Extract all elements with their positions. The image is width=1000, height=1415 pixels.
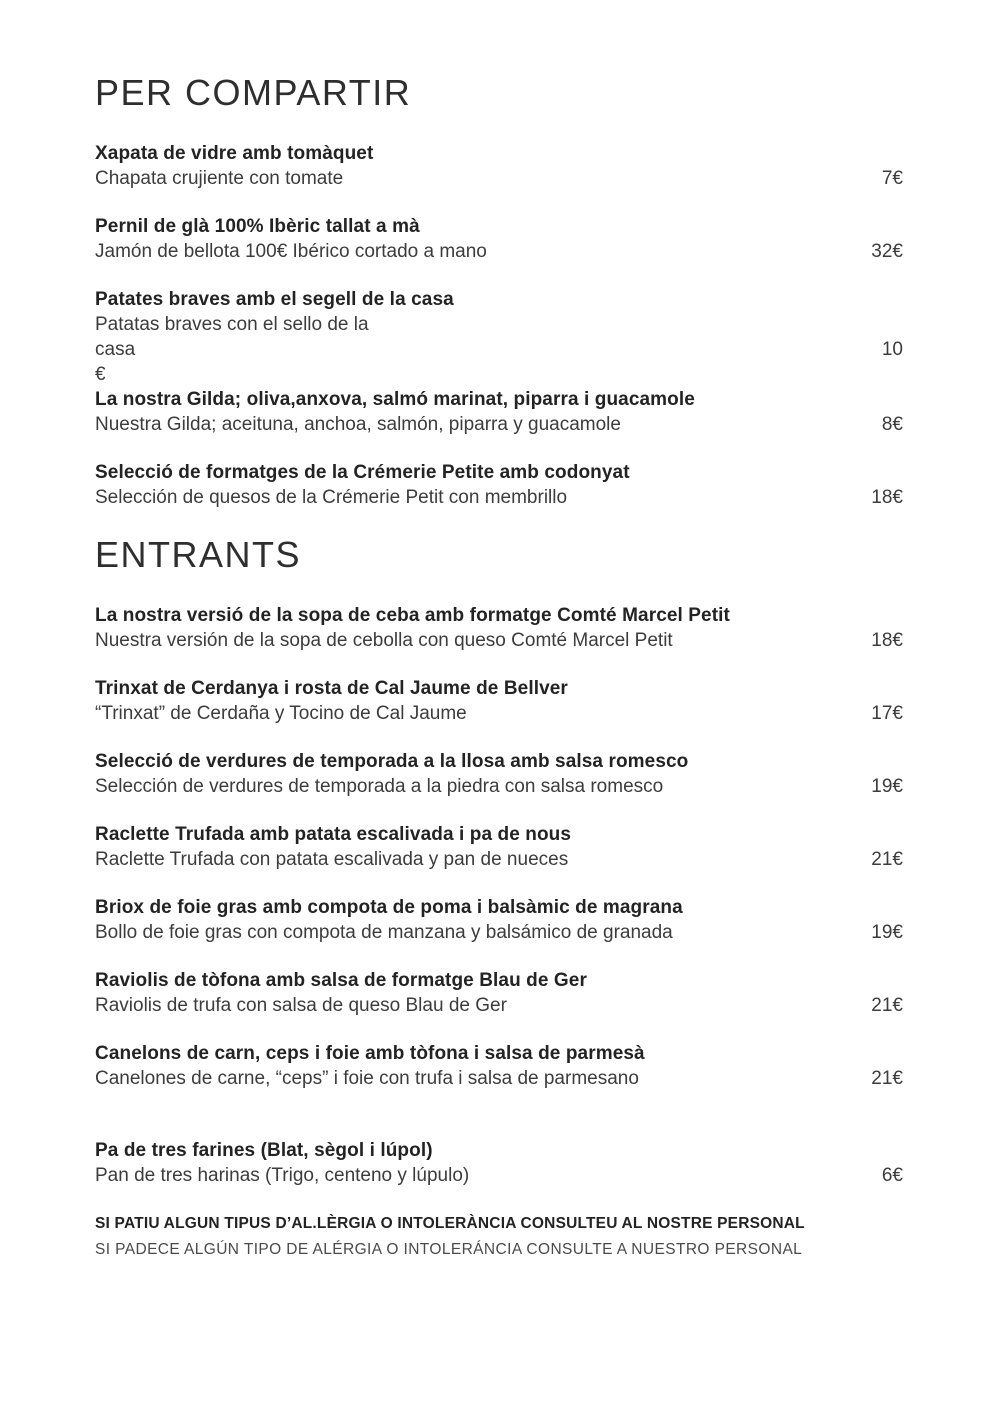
menu-item-description: Nuestra Gilda; aceituna, anchoa, salmón, piparra y guacamole — [95, 414, 621, 435]
section-entrants — [95, 534, 903, 1188]
menu-item-price: 32€ — [871, 241, 903, 262]
menu-item-title: Selecció de formatges de la Crémerie Petite amb codonyat — [95, 462, 630, 483]
menu-item-price: 17€ — [871, 703, 903, 724]
menu-item-description: Nuestra versión de la sopa de cebolla con queso Comté Marcel Petit — [95, 630, 673, 651]
menu-item-price: 21€ — [871, 1068, 903, 1089]
menu-item-verdures — [95, 749, 903, 799]
menu-item-description: Jamón de bellota 100€ Ibérico cortado a mano — [95, 241, 487, 262]
menu-item-price: 18€ — [871, 487, 903, 508]
menu-item-title: Raviolis de tòfona amb salsa de formatge Blau de Ger — [95, 970, 587, 991]
allergy-notice-catalan: SI PATIU ALGUN TIPUS D’AL.LÈRGIA O INTOLERÀNCIA CONSULTEU AL NOSTRE PERSONAL — [95, 1215, 805, 1232]
menu-item-title: Canelons de carn, ceps i foie amb tòfona i salsa de parmesà — [95, 1043, 645, 1064]
menu-item-price: 21€ — [871, 995, 903, 1016]
menu-item-trinxat — [95, 676, 903, 726]
menu-item-description: “Trinxat” de Cerdaña y Tocino de Cal Jaume — [95, 703, 467, 724]
menu-item-title: Pernil de glà 100% Ibèric tallat a mà — [95, 216, 420, 237]
menu-item-patates-braves — [95, 287, 903, 387]
section-per-compartir — [95, 72, 903, 510]
menu-item-price: 10 — [881, 339, 903, 360]
allergy-notice-spanish: SI PADECE ALGÚN TIPO DE ALÉRGIA O INTOLERÁNCIA CONSULTE A NUESTRO PERSONAL — [95, 1241, 803, 1258]
menu-item-description: Canelones de carne, “ceps” i foie con trufa i salsa de parmesano — [95, 1068, 639, 1089]
menu-item-price: 7€ — [881, 168, 903, 189]
menu-item-description: Pan de tres harinas (Trigo, centeno y lúpulo) — [95, 1165, 470, 1186]
menu-item-price: 18€ — [871, 630, 903, 651]
menu-item-formatges — [95, 460, 903, 510]
menu-item-price: 6€ — [881, 1165, 903, 1186]
menu-item-description: Selección de quesos de la Crémerie Petit con membrillo — [95, 487, 568, 508]
menu-item-title: Briox de foie gras amb compota de poma i balsàmic de magrana — [95, 897, 683, 918]
menu-item-title: Patates braves amb el segell de la casa — [95, 289, 454, 310]
menu-item-canelons — [95, 1041, 903, 1091]
menu-item-gilda — [95, 387, 903, 437]
menu-item-price: 19€ — [871, 922, 903, 943]
menu-item-price: 21€ — [871, 849, 903, 870]
menu-item-price: 19€ — [871, 776, 903, 797]
menu-item-description: Raclette Trufada con patata escalivada y pan de nueces — [95, 849, 569, 870]
section-heading-per-compartir: PER COMPARTIR — [95, 72, 412, 113]
section-heading-entrants: ENTRANTS — [95, 534, 302, 575]
menu-item-description: Chapata crujiente con tomate — [95, 168, 344, 189]
menu-item-title: Xapata de vidre amb tomàquet — [95, 143, 374, 164]
menu-item-price: 8€ — [881, 414, 903, 435]
menu-item-description-line1: Patatas braves con el sello de la — [95, 314, 369, 335]
menu-item-raclette — [95, 822, 903, 872]
menu-item-xapata — [95, 141, 903, 191]
menu-item-description: Selección de verdures de temporada a la piedra con salsa romesco — [95, 776, 664, 797]
menu-item-title: Selecció de verdures de temporada a la llosa amb salsa romesco — [95, 751, 689, 772]
menu-item-title: La nostra Gilda; oliva,anxova, salmó marinat, piparra i guacamole — [95, 389, 695, 410]
menu-item-briox — [95, 895, 903, 945]
menu-item-description: Raviolis de trufa con salsa de queso Blau de Ger — [95, 995, 507, 1016]
menu-item-raviolis — [95, 968, 903, 1018]
menu-item-description: Bollo de foie gras con compota de manzana y balsámico de granada — [95, 922, 673, 943]
menu-item-pa-tres-farines — [95, 1138, 903, 1188]
menu-item-description-line2: casa — [95, 339, 136, 360]
menu-item-title: Trinxat de Cerdanya i rosta de Cal Jaume de Bellver — [95, 678, 568, 699]
menu-item-title: La nostra versió de la sopa de ceba amb formatge Comté Marcel Petit — [95, 605, 730, 626]
menu-item-title: Raclette Trufada amb patata escalivada i pa de nous — [95, 824, 572, 845]
menu-item-pernil — [95, 214, 903, 264]
menu-item-price-currency-wrap: € — [95, 364, 106, 385]
menu-item-title: Pa de tres farines (Blat, sègol i lúpol) — [95, 1140, 433, 1161]
allergy-notice — [95, 1211, 903, 1263]
menu-item-sopa-ceba — [95, 603, 903, 653]
